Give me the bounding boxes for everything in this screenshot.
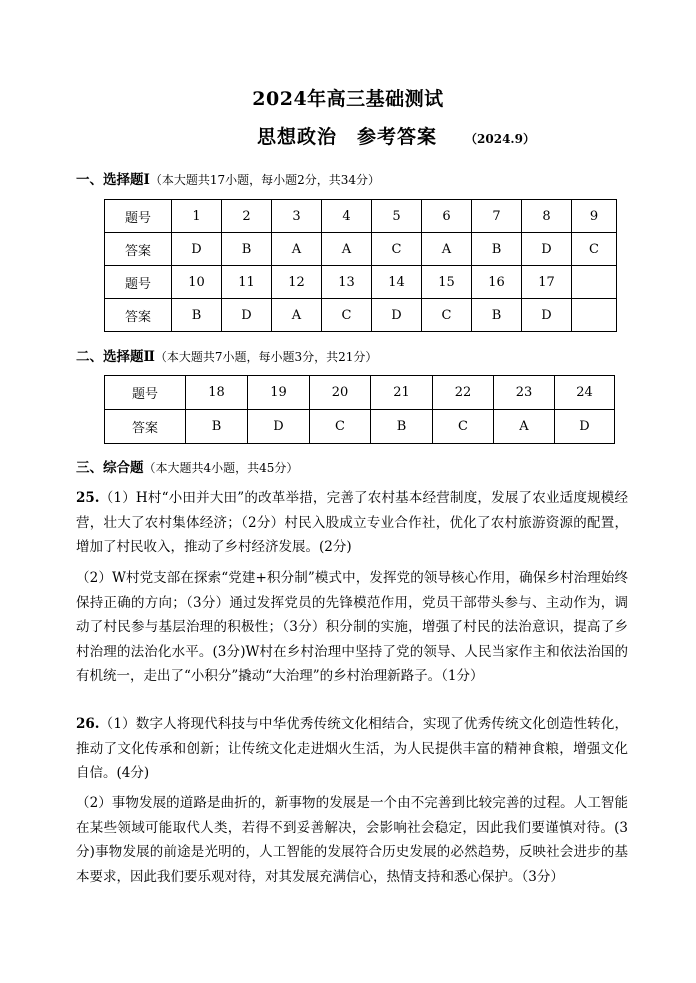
answer-cell: A xyxy=(422,233,472,266)
answer-cell xyxy=(572,299,617,332)
answer-cell: A xyxy=(272,299,322,332)
section-2-note: （本大题共7小题，每小题3分，共21分） xyxy=(154,350,378,364)
section-1-note: （本大题共17小题，每小题2分，共34分） xyxy=(149,173,381,187)
subtitle-text: 思想政治 参考答案 xyxy=(257,126,438,148)
answer-cell: 10 xyxy=(172,266,222,299)
answer-cell: 18 xyxy=(186,376,248,410)
table-row xyxy=(105,233,617,266)
answer-cell: 15 xyxy=(422,266,472,299)
answer-cell: D xyxy=(522,233,572,266)
row-header-cell: 题号 xyxy=(105,376,186,410)
answer-cell: C xyxy=(572,233,617,266)
answer-cell: 11 xyxy=(222,266,272,299)
answer-cell: 20 xyxy=(310,376,371,410)
row-header-cell: 题号 xyxy=(105,200,172,233)
answer-cell: 17 xyxy=(522,266,572,299)
answer-cell: 6 xyxy=(422,200,472,233)
section-3-note: （本大题共4小题，共45分） xyxy=(143,461,299,475)
table-row xyxy=(105,410,615,444)
answer-cell: 4 xyxy=(322,200,372,233)
answer-cell: 1 xyxy=(172,200,222,233)
answer-cell: B xyxy=(472,233,522,266)
answer-cell: 16 xyxy=(472,266,522,299)
section-1-title: 一、选择题Ⅰ xyxy=(76,172,150,188)
answer-cell: B xyxy=(222,233,272,266)
section-2-title: 二、选择题Ⅱ xyxy=(76,349,155,365)
q26-number: 26. xyxy=(76,716,100,732)
answer-cell: D xyxy=(248,410,310,444)
document-title: 2024年高三基础测试 xyxy=(252,88,444,110)
answer-cell: A xyxy=(322,233,372,266)
row-header-cell: 答案 xyxy=(105,233,172,266)
answer-cell: C xyxy=(310,410,371,444)
answer-cell: C xyxy=(322,299,372,332)
answer-cell: C xyxy=(433,410,494,444)
answer-cell: D xyxy=(372,299,422,332)
answer-cell: C xyxy=(422,299,472,332)
answer-cell: 12 xyxy=(272,266,322,299)
answer-cell: B xyxy=(186,410,248,444)
answer-cell: 7 xyxy=(472,200,522,233)
section-3-heading xyxy=(76,456,298,476)
q26-part2-text: （2）事物发展的道路是曲折的，新事物的发展是一个由不完善到比较完善的过程。人工智能在某些领域可能取代人类，若得不到妥善解决，会影响社会稳定，因此我们要谨慎对待。(3分)事物发展的前途是光明的，人工智能的发展符合历史发展的必然趋势，反映社会进步的基本要求，因此我们要乐观对待，对其发展充满信心，热情支持和悉心保护。（3分） xyxy=(76,795,628,885)
table-row xyxy=(105,376,615,410)
document-subtitle xyxy=(257,122,535,149)
answer-cell: 9 xyxy=(572,200,617,233)
answer-cell: 3 xyxy=(272,200,322,233)
q25-number: 25. xyxy=(76,490,100,506)
answer-cell: 13 xyxy=(322,266,372,299)
answer-cell: C xyxy=(372,233,422,266)
document-date: （2024.9） xyxy=(465,132,535,146)
answer-cell: D xyxy=(172,233,222,266)
answer-cell: D xyxy=(555,410,615,444)
row-header-cell: 答案 xyxy=(105,299,172,332)
answer-cell: B xyxy=(472,299,522,332)
answer-cell: 21 xyxy=(371,376,433,410)
answer-cell: 2 xyxy=(222,200,272,233)
q25-part2-text: （2）W村党支部在探索“党建+积分制”模式中，发挥党的领导核心作用，确保乡村治理始终保持正确的方向；（3分）通过发挥党员的先锋模范作用，党员干部带头参与、主动作为，调动了村民参与基层治理的积极性；（3分）积分制的实施，增强了村民的法治意识，提高了乡村治理的法治化水平。(3分)W村在乡村治理中坚持了党的领导、人民当家作主和依法治国的有机统一，走出了“小积分”撬动“大治理”的乡村治理新路子。（1分） xyxy=(76,570,628,684)
answer-cell: 8 xyxy=(522,200,572,233)
answer-table-2 xyxy=(104,375,615,444)
q26-part1-text: （1）数字人将现代科技与中华优秀传统文化相结合，实现了优秀传统文化创造性转化，推动了文化传承和创新；让传统文化走进烟火生活，为人民提供丰富的精神食粮，增强文化自信。(4分) xyxy=(76,716,628,781)
answer-cell: A xyxy=(494,410,555,444)
table-row xyxy=(105,200,617,233)
answer-cell: 22 xyxy=(433,376,494,410)
q25-part1-text: （1）H村“小田并大田”的改革举措，完善了农村基本经营制度，发展了农业适度规模经营，壮大了农村集体经济；（2分）村民入股成立专业合作社，优化了农村旅游资源的配置，增加了村民收入，推动了乡村经济发展。(2分) xyxy=(76,490,628,555)
table-row xyxy=(105,299,617,332)
answer-cell: B xyxy=(172,299,222,332)
answer-cell xyxy=(572,266,617,299)
q26-part1 xyxy=(76,712,628,786)
section-2-heading xyxy=(76,345,377,365)
row-header-cell: 题号 xyxy=(105,266,172,299)
q26-part2 xyxy=(76,791,628,889)
answer-cell: 14 xyxy=(372,266,422,299)
q25-part2 xyxy=(76,566,628,689)
section-3-title: 三、综合题 xyxy=(76,460,144,476)
answer-table-1 xyxy=(104,199,617,332)
section-1-heading xyxy=(76,168,380,188)
answer-cell: A xyxy=(272,233,322,266)
answer-cell: B xyxy=(371,410,433,444)
table-row xyxy=(105,266,617,299)
answer-cell: D xyxy=(222,299,272,332)
answer-cell: 19 xyxy=(248,376,310,410)
answer-cell: 24 xyxy=(555,376,615,410)
answer-cell: 5 xyxy=(372,200,422,233)
row-header-cell: 答案 xyxy=(105,410,186,444)
q25-part1 xyxy=(76,486,628,560)
answer-cell: 23 xyxy=(494,376,555,410)
answer-cell: D xyxy=(522,299,572,332)
